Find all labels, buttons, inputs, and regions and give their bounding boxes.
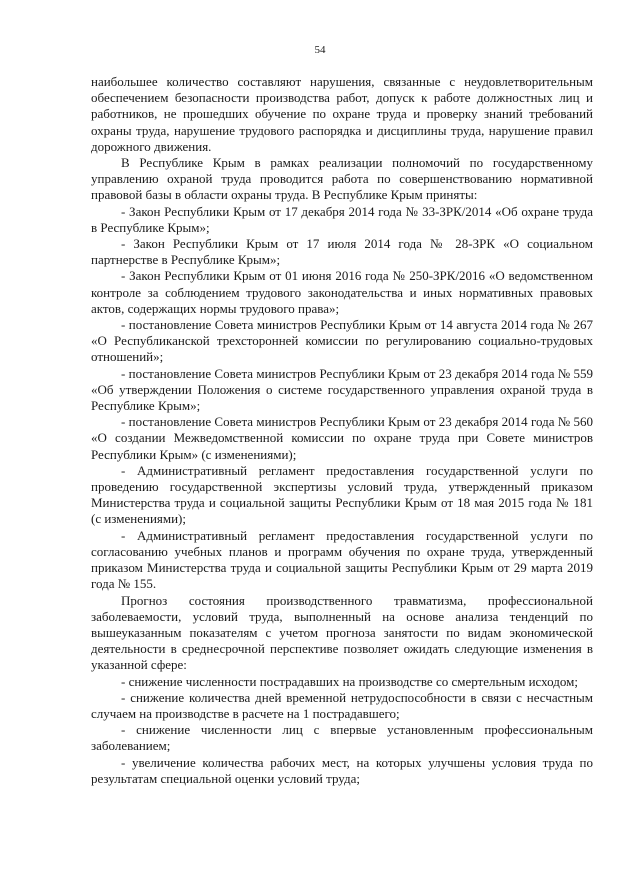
list-item-regulation-181: - Административный регламент предоставления государственной услуги по проведению государственной экспертизы условий труда, утвержденный приказом Министерства труда и социальной защиты Республики Крым от 18 мая 2015 года № 181 (с изменениями); [91,462,593,527]
page-number: 54 [314,44,326,56]
document-body [91,74,593,787]
paragraph-crimea-intro: В Республике Крым в рамках реализации полномочий по государственному управлению охраной труда проводится работа по совершенствованию нормативной правовой базы в области охраны труда. В Республике Крым приняты: [91,155,593,203]
list-item-occupational-disease: - снижение численности лиц с впервые установленным профессиональным заболеванием; [91,722,593,754]
paragraph-forecast: Прогноз состояния производственного травматизма, профессиональной заболеваемости, условий труда, выполненный на основе анализа тенденций по вышеуказанным показателям с учетом прогноза занятости по видам экономической деятельности в среднесрочной перспективе позволяет ожидать следующие изменения в указанной сфере: [91,592,593,673]
list-item-law-250: - Закон Республики Крым от 01 июня 2016 года № 250-ЗРК/2016 «О ведомственном контроле за соблюдением трудового законодательства и иных нормативных правовых актов, содержащих нормы трудового права»; [91,268,593,316]
list-item-law-33: - Закон Республики Крым от 17 декабря 2014 года № 33-ЗРК/2014 «Об охране труда в Республике Крым»; [91,203,593,235]
paragraph-violations: наибольшее количество составляют нарушения, связанные с неудовлетворительным обеспечением безопасности производства работ, допуск к работе должностных лиц и работников, не прошедших обучение по охране труда и проверку знаний требований охраны труда, нарушение трудового распорядка и дисциплины труда, нарушение правил дорожного движения. [91,74,593,154]
list-item-resolution-559: - постановление Совета министров Республики Крым от 23 декабря 2014 года № 559 «Об утверждении Положения о системе государственного управления охраной труда в Республике Крым»; [91,365,593,414]
list-item-fatalities: - снижение численности пострадавших на производстве со смертельным исходом; [121,673,578,689]
list-item-resolution-267: - постановление Совета министров Республики Крым от 14 августа 2014 года № 267 «О Республиканской трехсторонней комиссии по регулированию социально-трудовых отношений»; [91,317,593,365]
list-item-regulation-155: - Административный регламент предоставления государственной услуги по согласованию учебных планов и программ обучения по охране труда, утвержденный приказом Министерства труда и социальной защиты Республики Крым от 29 марта 2019 года № 155. [91,527,593,592]
list-item-resolution-560: - постановление Совета министров Республики Крым от 23 декабря 2014 года № 560 «О создании Межведомственной комиссии по охране труда при Совете министров Республики Крым» (с изменениями); [91,414,593,462]
list-item-law-28: - Закон Республики Крым от 17 июля 2014 года № 28-ЗРК «О социальном партнерстве в Республике Крым»; [91,236,593,268]
list-item-workplaces: - увеличение количества рабочих мест, на которых улучшены условия труда по результатам специальной оценки условий труда; [91,754,593,786]
list-item-disability-days: - снижение количества дней временной нетрудоспособности в связи с несчастным случаем на производстве в расчете на 1 пострадавшего; [91,689,593,721]
